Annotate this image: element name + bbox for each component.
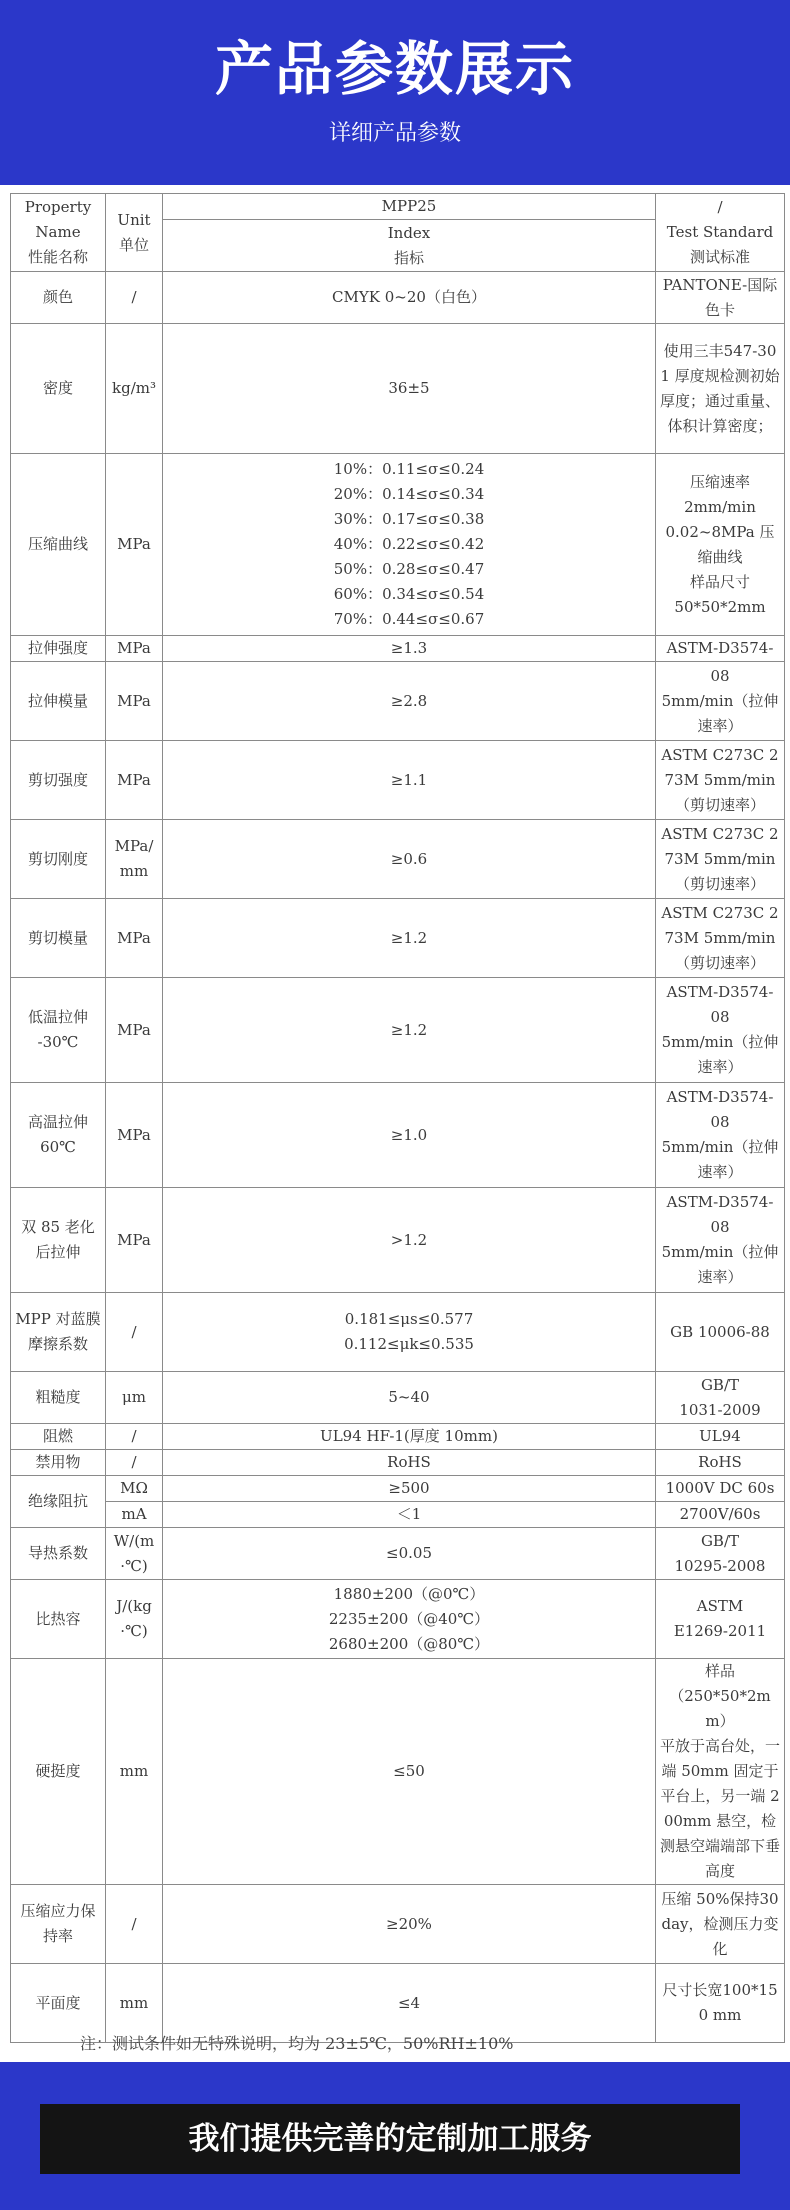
standard-cell xyxy=(656,741,785,820)
unit-cell xyxy=(106,1083,163,1188)
index-cell xyxy=(163,1885,656,1964)
unit-cell-text: MPa/mm xyxy=(114,837,154,880)
standard-cell-text: GB/T xyxy=(700,1531,740,1550)
table-row xyxy=(11,1885,785,1964)
property-name-cell xyxy=(11,1293,106,1372)
index-cell-text: ≥500 xyxy=(388,1479,430,1497)
property-name-cell-text: 剪切模量 xyxy=(27,928,88,947)
property-name-cell-text: 密度 xyxy=(42,379,73,397)
property-name-cell-text: 平面度 xyxy=(35,1993,81,2012)
unit-cell xyxy=(106,454,163,636)
index-cell-text: ≥0.6 xyxy=(390,849,428,868)
index-cell-text: ≥1.0 xyxy=(390,1125,428,1144)
index-cell-text: ≤4 xyxy=(397,1993,421,2012)
unit-cell-text: mm xyxy=(119,1993,149,2012)
standard-cell-text: 压缩 50%保持30day，检测压力变化 xyxy=(661,1889,779,1958)
standard-cell-text: 5mm/min（拉伸速率） xyxy=(661,1243,779,1286)
unit-cell-text: / xyxy=(131,1914,137,1933)
property-name-cell-text: 绝缘阻抗 xyxy=(27,1492,88,1510)
standard-cell-text: 08 xyxy=(710,1218,730,1236)
table-row xyxy=(11,662,785,741)
standard-cell-text: 0.02~8MPa 压缩曲线 xyxy=(665,522,775,566)
property-name-cell-text: 比热容 xyxy=(35,1609,81,1628)
index-cell-text: 1880±200（@0℃） xyxy=(333,1584,485,1603)
property-name-cell-text: 剪切刚度 xyxy=(27,849,88,868)
test-condition-note: 注：测试条件如无特殊说明，均为 23±5℃，50%RH±10% xyxy=(80,2034,514,2053)
table-row xyxy=(11,324,785,454)
unit-cell-text: / xyxy=(131,1427,137,1445)
table-row xyxy=(11,1188,785,1293)
table-row xyxy=(11,1580,785,1659)
unit-cell-text: MPa xyxy=(117,639,151,657)
unit-cell-text: MPa xyxy=(117,1125,151,1144)
unit-cell-text: mA xyxy=(121,1505,147,1523)
property-name-cell-text: -30℃ xyxy=(37,1033,79,1051)
index-cell-text: ≥2.8 xyxy=(390,691,428,710)
index-cell-text: 2680±200（@80℃） xyxy=(328,1634,490,1653)
property-name-cell xyxy=(11,741,106,820)
property-name-cell-text: 禁用物 xyxy=(35,1453,81,1471)
standard-cell-text: 08 xyxy=(710,1113,730,1131)
standard-cell-text: （250*50*2mm） xyxy=(669,1687,771,1730)
table-row xyxy=(11,1502,785,1528)
index-cell xyxy=(163,662,656,741)
index-cell-text: 40%：0.22≤σ≤0.42 xyxy=(333,535,485,553)
standard-cell xyxy=(656,1450,785,1476)
unit-cell-text: kg/m³ xyxy=(112,379,156,397)
property-name-cell-text: 压缩曲线 xyxy=(27,535,88,553)
standard-cell xyxy=(656,1372,785,1424)
index-cell xyxy=(163,899,656,978)
service-slogan: 我们提供完善的定制加工服务 xyxy=(40,2104,740,2174)
index-cell xyxy=(163,636,656,662)
standard-cell-text: PANTONE-国际色卡 xyxy=(662,275,778,319)
unit-cell xyxy=(106,1502,163,1528)
table-row xyxy=(11,1083,785,1188)
standard-cell-text: E1269-2011 xyxy=(673,1622,767,1640)
standard-cell-text: 50*50*2mm xyxy=(674,597,766,616)
unit-cell xyxy=(106,899,163,978)
property-name-cell-text: 60℃ xyxy=(40,1138,76,1156)
index-cell xyxy=(163,1188,656,1293)
standard-cell-text: ASTM C273C 273M 5mm/min（剪切速率） xyxy=(661,903,779,972)
property-name-cell xyxy=(11,1083,106,1188)
index-cell-text: ≤50 xyxy=(393,1762,425,1780)
unit-cell xyxy=(106,272,163,324)
table-row xyxy=(11,1528,785,1580)
index-cell xyxy=(163,1083,656,1188)
index-cell-text: ≥1.1 xyxy=(390,770,428,789)
unit-cell-text: / xyxy=(131,1322,137,1341)
property-name-cell-text: 剪切强度 xyxy=(27,770,88,789)
index-cell xyxy=(163,1528,656,1580)
unit-cell xyxy=(106,1580,163,1659)
unit-cell-text: MPa xyxy=(117,691,151,710)
unit-cell-text: μm xyxy=(122,1388,146,1406)
index-cell xyxy=(163,741,656,820)
standard-cell xyxy=(656,324,785,454)
standard-cell-text: 10295-2008 xyxy=(674,1556,766,1575)
unit-cell-text: mm xyxy=(119,1762,149,1780)
standard-cell-text: ASTM xyxy=(696,1597,744,1615)
standard-cell-text: 1031-2009 xyxy=(679,1400,761,1419)
table-row xyxy=(11,1372,785,1424)
index-cell-text: ≤0.05 xyxy=(386,1544,432,1562)
property-name-cell-text: 压缩应力保持率 xyxy=(20,1902,96,1945)
property-name-cell xyxy=(11,1450,106,1476)
property-name-cell-text: 颜色 xyxy=(42,288,73,306)
property-name-cell xyxy=(11,1659,106,1885)
property-name-cell xyxy=(11,324,106,454)
unit-cell-text: MPa xyxy=(117,1230,151,1249)
table-row xyxy=(11,978,785,1083)
standard-cell-text: 平放于高台处，一端 50mm 固定于平台上，另一端 200mm 悬空，检测悬空端端部下垂高度 xyxy=(660,1737,781,1880)
property-name-cell xyxy=(11,454,106,636)
standard-cell-text: 2mm/min xyxy=(684,497,756,516)
unit-cell xyxy=(106,1659,163,1885)
index-cell-text: 5~40 xyxy=(388,1388,430,1406)
header-property: Property Name 性能名称 xyxy=(11,194,106,272)
index-cell xyxy=(163,1502,656,1528)
table-row xyxy=(11,741,785,820)
standard-cell xyxy=(656,1424,785,1450)
index-cell-text: 36±5 xyxy=(388,379,430,397)
header-unit: Unit 单位 xyxy=(106,194,163,272)
index-cell xyxy=(163,1372,656,1424)
unit-cell xyxy=(106,741,163,820)
property-name-cell-text: 粗糙度 xyxy=(35,1388,81,1406)
unit-cell-text: MΩ xyxy=(120,1479,148,1497)
unit-cell xyxy=(106,324,163,454)
header-model: MPP25 xyxy=(163,194,656,220)
table-row xyxy=(11,1450,785,1476)
unit-cell xyxy=(106,1293,163,1372)
unit-cell-text: MPa xyxy=(117,1020,151,1039)
property-name-cell-text: 导热系数 xyxy=(27,1544,88,1562)
standard-cell xyxy=(656,662,785,741)
standard-cell-text: 5mm/min（拉伸速率） xyxy=(661,1033,779,1076)
standard-cell xyxy=(656,1293,785,1372)
index-cell-text: 0.181≤μs≤0.577 xyxy=(344,1310,474,1328)
spec-table xyxy=(10,193,785,2043)
property-name-cell xyxy=(11,1188,106,1293)
table-row xyxy=(11,820,785,899)
standard-cell xyxy=(656,820,785,899)
standard-cell-text: ASTM C273C 273M 5mm/min（剪切速率） xyxy=(661,824,779,893)
standard-cell xyxy=(656,1580,785,1659)
index-cell-text: 70%：0.44≤σ≤0.67 xyxy=(333,610,485,628)
property-name-cell xyxy=(11,1885,106,1964)
table-row xyxy=(11,1659,785,1885)
unit-cell-text: MPa xyxy=(117,928,151,947)
table-row xyxy=(11,636,785,662)
standard-cell-text: GB 10006-88 xyxy=(670,1322,770,1341)
table-row xyxy=(11,1293,785,1372)
index-cell-text: ≥1.2 xyxy=(390,928,428,947)
standard-cell-text: 5mm/min（拉伸速率） xyxy=(661,691,779,735)
standard-cell-text: 08 xyxy=(710,1008,730,1026)
header-index: Index 指标 xyxy=(163,220,656,272)
standard-cell xyxy=(656,1885,785,1964)
standard-cell-text: 样品尺寸 xyxy=(689,572,750,591)
standard-cell-text: 压缩速率 xyxy=(689,472,750,491)
standard-cell-text: GB/T xyxy=(700,1375,740,1394)
index-cell-text: ≥1.2 xyxy=(390,1020,428,1039)
unit-cell xyxy=(106,820,163,899)
standard-cell xyxy=(656,899,785,978)
standard-cell xyxy=(656,1659,785,1885)
table-row xyxy=(11,899,785,978)
index-cell xyxy=(163,1580,656,1659)
unit-cell-text: / xyxy=(131,1453,137,1471)
standard-cell-text: 5mm/min（拉伸速率） xyxy=(661,1138,779,1181)
unit-cell-text: MPa xyxy=(117,770,151,789)
standard-cell xyxy=(656,1476,785,1502)
index-cell-text: 30%：0.17≤σ≤0.38 xyxy=(333,510,485,528)
property-name-cell-text: 低温拉伸 xyxy=(27,1008,88,1026)
index-cell-text: 50%：0.28≤σ≤0.47 xyxy=(333,560,485,578)
standard-cell-text: UL94 xyxy=(699,1427,741,1445)
standard-cell-text: 样品 xyxy=(704,1662,735,1680)
index-cell-text: 10%：0.11≤σ≤0.24 xyxy=(333,460,485,478)
index-cell xyxy=(163,1450,656,1476)
index-cell xyxy=(163,820,656,899)
standard-cell-text: ASTM C273C 273M 5mm/min（剪切速率） xyxy=(661,745,779,814)
index-cell xyxy=(163,1424,656,1450)
index-cell xyxy=(163,324,656,454)
standard-cell xyxy=(656,1964,785,2043)
property-name-cell-text: 双 85 老化后拉伸 xyxy=(21,1218,95,1261)
standard-cell xyxy=(656,1083,785,1188)
index-cell xyxy=(163,978,656,1083)
property-name-cell-text: MPP 对蓝膜摩擦系数 xyxy=(15,1310,101,1353)
index-cell-text: UL94 HF-1(厚度 10mm) xyxy=(320,1427,498,1445)
index-cell xyxy=(163,1659,656,1885)
unit-cell xyxy=(106,1450,163,1476)
unit-cell xyxy=(106,978,163,1083)
unit-cell-text: W/(m·℃) xyxy=(113,1531,155,1575)
standard-cell-text: 使用三丰547-301 厚度规检测初始厚度；通过重量、体积计算密度； xyxy=(660,341,781,435)
property-name-cell xyxy=(11,1424,106,1450)
table-row xyxy=(11,454,785,636)
standard-cell-text: ASTM-D3574- xyxy=(666,1193,774,1211)
index-cell-text: ＜1 xyxy=(396,1505,422,1523)
standard-cell-text: ASTM-D3574- xyxy=(666,1088,774,1106)
index-cell-text: ≥20% xyxy=(386,1914,432,1933)
index-cell xyxy=(163,1476,656,1502)
index-cell-text: 2235±200（@40℃） xyxy=(328,1609,490,1628)
standard-cell xyxy=(656,1528,785,1580)
header-standard: / Test Standard 测试标准 xyxy=(656,194,785,272)
property-name-cell xyxy=(11,662,106,741)
standard-cell-text: 08 xyxy=(710,666,730,685)
table-row xyxy=(11,272,785,324)
index-cell-text: CMYK 0~20（白色） xyxy=(332,288,486,306)
standard-cell xyxy=(656,636,785,662)
property-name-cell xyxy=(11,1528,106,1580)
footer-banner xyxy=(0,2062,790,2210)
property-name-cell-text: 阻燃 xyxy=(42,1427,73,1445)
index-cell xyxy=(163,454,656,636)
unit-cell xyxy=(106,1424,163,1450)
property-name-cell xyxy=(11,820,106,899)
standard-cell xyxy=(656,978,785,1083)
unit-cell xyxy=(106,1476,163,1502)
property-name-cell xyxy=(11,636,106,662)
page-subtitle: 详细产品参数 xyxy=(328,121,461,146)
property-name-cell-text: 拉伸模量 xyxy=(27,691,88,710)
property-name-cell-text: 高温拉伸 xyxy=(27,1113,88,1131)
property-name-cell xyxy=(11,272,106,324)
unit-cell xyxy=(106,1885,163,1964)
table-header-row xyxy=(11,194,785,220)
property-name-cell-text: 拉伸强度 xyxy=(27,639,88,657)
property-name-cell-text: 硬挺度 xyxy=(35,1762,81,1780)
page-title: 产品参数展示 xyxy=(214,35,575,103)
standard-cell xyxy=(656,272,785,324)
header-banner xyxy=(0,0,790,185)
table-row xyxy=(11,1424,785,1450)
standard-cell xyxy=(656,1502,785,1528)
standard-cell-text: 尺寸长宽100*150 mm xyxy=(662,1981,778,2024)
unit-cell-text: J/(kg·℃) xyxy=(116,1597,152,1640)
index-cell-text: RoHS xyxy=(387,1453,431,1471)
unit-cell-text: MPa xyxy=(117,535,151,553)
standard-cell-text: ASTM-D3574- xyxy=(666,983,774,1001)
unit-cell xyxy=(106,1372,163,1424)
unit-cell xyxy=(106,636,163,662)
index-cell-text: ≥1.3 xyxy=(390,639,428,657)
unit-cell xyxy=(106,662,163,741)
property-name-cell xyxy=(11,1372,106,1424)
unit-cell xyxy=(106,1188,163,1293)
index-cell-text: >1.2 xyxy=(390,1230,428,1249)
standard-cell-text: RoHS xyxy=(698,1453,742,1471)
index-cell-text: 0.112≤μk≤0.535 xyxy=(344,1335,474,1353)
property-name-cell xyxy=(11,1476,106,1528)
property-name-cell xyxy=(11,1580,106,1659)
standard-cell-text: ASTM-D3574- xyxy=(666,639,774,657)
unit-cell xyxy=(106,1528,163,1580)
property-name-cell xyxy=(11,899,106,978)
standard-cell xyxy=(656,1188,785,1293)
standard-cell-text: 1000V DC 60s xyxy=(665,1479,775,1497)
standard-cell-text: 2700V/60s xyxy=(679,1505,761,1523)
standard-cell xyxy=(656,454,785,636)
index-cell-text: 20%：0.14≤σ≤0.34 xyxy=(333,485,485,503)
table-row xyxy=(11,1476,785,1502)
unit-cell-text: / xyxy=(131,288,137,306)
property-name-cell xyxy=(11,978,106,1083)
index-cell-text: 60%：0.34≤σ≤0.54 xyxy=(333,585,485,603)
index-cell xyxy=(163,272,656,324)
index-cell xyxy=(163,1293,656,1372)
